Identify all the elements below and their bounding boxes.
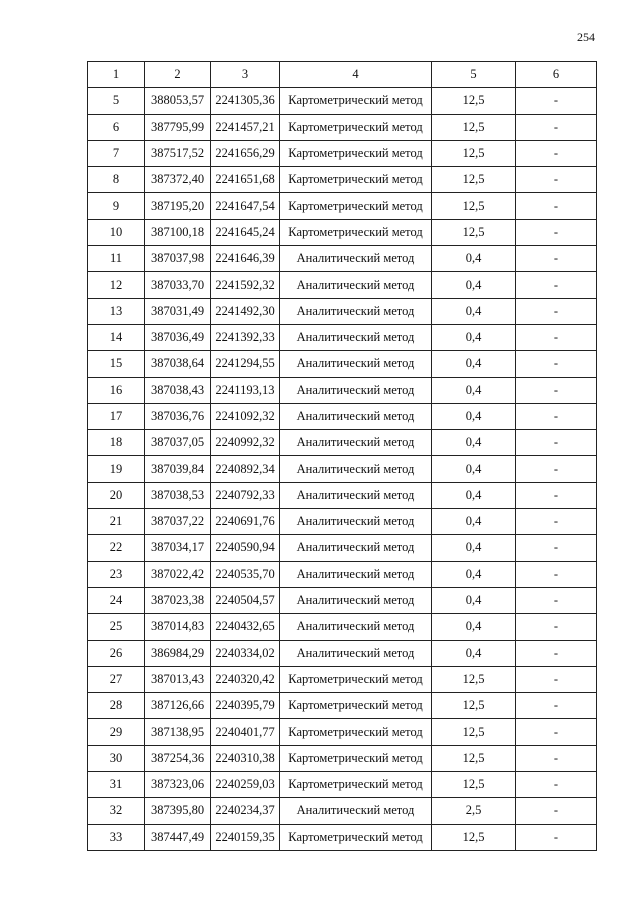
table-cell-col-2: 387795,99 <box>145 114 211 140</box>
table-cell-col-2: 386984,29 <box>145 640 211 666</box>
table-cell-col-4: Картометрический метод <box>280 693 432 719</box>
table-cell-col-5: 0,4 <box>432 298 516 324</box>
table-cell-col-1: 26 <box>88 640 145 666</box>
table-cell-col-6: - <box>516 219 597 245</box>
table-row <box>88 298 597 324</box>
table-cell-col-3: 2241457,21 <box>211 114 280 140</box>
table-row <box>88 114 597 140</box>
table-row <box>88 88 597 114</box>
table-cell-col-3: 2240234,37 <box>211 798 280 824</box>
table-cell-col-5: 0,4 <box>432 561 516 587</box>
table-cell-col-2: 387447,49 <box>145 824 211 850</box>
table-cell-col-4: Картометрический метод <box>280 824 432 850</box>
table-cell-col-3: 2240992,32 <box>211 430 280 456</box>
coordinates-table <box>87 61 597 851</box>
table-cell-col-5: 0,4 <box>432 456 516 482</box>
table-cell-col-2: 387036,49 <box>145 324 211 350</box>
table-cell-col-1: 22 <box>88 535 145 561</box>
table-cell-col-6: - <box>516 561 597 587</box>
table-cell-col-1: 7 <box>88 140 145 166</box>
page-number: 254 <box>577 30 595 44</box>
table-cell-col-1: 19 <box>88 456 145 482</box>
table-cell-col-2: 387036,76 <box>145 403 211 429</box>
table-cell-col-3: 2241645,24 <box>211 219 280 245</box>
table-cell-col-5: 0,4 <box>432 482 516 508</box>
table-cell-col-6: - <box>516 482 597 508</box>
table-cell-col-2: 388053,57 <box>145 88 211 114</box>
table-cell-col-4: Аналитический метод <box>280 403 432 429</box>
table-cell-col-3: 2240792,33 <box>211 482 280 508</box>
table-cell-col-1: 27 <box>88 666 145 692</box>
table-cell-col-5: 12,5 <box>432 719 516 745</box>
table-cell-col-1: 14 <box>88 324 145 350</box>
table-cell-col-2: 387126,66 <box>145 693 211 719</box>
header-cell-1: 1 <box>88 62 145 88</box>
table-cell-col-2: 387037,22 <box>145 509 211 535</box>
table-cell-col-4: Аналитический метод <box>280 324 432 350</box>
table-cell-col-2: 387022,42 <box>145 561 211 587</box>
table-cell-col-6: - <box>516 614 597 640</box>
table-cell-col-4: Аналитический метод <box>280 298 432 324</box>
table-cell-col-4: Аналитический метод <box>280 798 432 824</box>
table-cell-col-4: Аналитический метод <box>280 640 432 666</box>
table-cell-col-6: - <box>516 140 597 166</box>
table-cell-col-2: 387023,38 <box>145 587 211 613</box>
table-cell-col-5: 12,5 <box>432 114 516 140</box>
table-row <box>88 193 597 219</box>
table-cell-col-4: Аналитический метод <box>280 272 432 298</box>
table-cell-col-2: 387034,17 <box>145 535 211 561</box>
table-cell-col-1: 11 <box>88 246 145 272</box>
table-cell-col-1: 13 <box>88 298 145 324</box>
table-cell-col-2: 387013,43 <box>145 666 211 692</box>
table-cell-col-6: - <box>516 719 597 745</box>
table-cell-col-4: Картометрический метод <box>280 666 432 692</box>
table-row <box>88 456 597 482</box>
table-cell-col-6: - <box>516 587 597 613</box>
table-cell-col-5: 2,5 <box>432 798 516 824</box>
table-cell-col-1: 29 <box>88 719 145 745</box>
table-cell-col-6: - <box>516 745 597 771</box>
table-cell-col-6: - <box>516 772 597 798</box>
table-cell-col-3: 2240432,65 <box>211 614 280 640</box>
table-cell-col-6: - <box>516 298 597 324</box>
table-cell-col-1: 18 <box>88 430 145 456</box>
table-cell-col-3: 2240395,79 <box>211 693 280 719</box>
header-cell-4: 4 <box>280 62 432 88</box>
table-cell-col-2: 387195,20 <box>145 193 211 219</box>
table-row <box>88 430 597 456</box>
table-cell-col-2: 387372,40 <box>145 167 211 193</box>
table-cell-col-5: 12,5 <box>432 88 516 114</box>
table-row <box>88 324 597 350</box>
table-row <box>88 140 597 166</box>
table-cell-col-5: 0,4 <box>432 377 516 403</box>
table-cell-col-4: Картометрический метод <box>280 219 432 245</box>
header-cell-3: 3 <box>211 62 280 88</box>
table-cell-col-5: 0,4 <box>432 324 516 350</box>
table-cell-col-2: 387138,95 <box>145 719 211 745</box>
table-cell-col-3: 2241305,36 <box>211 88 280 114</box>
table-cell-col-5: 12,5 <box>432 824 516 850</box>
table-cell-col-3: 2241193,13 <box>211 377 280 403</box>
table-cell-col-1: 15 <box>88 351 145 377</box>
table-cell-col-5: 12,5 <box>432 745 516 771</box>
table-cell-col-6: - <box>516 693 597 719</box>
table-cell-col-1: 23 <box>88 561 145 587</box>
table-cell-col-3: 2241294,55 <box>211 351 280 377</box>
table-cell-col-1: 12 <box>88 272 145 298</box>
header-cell-2: 2 <box>145 62 211 88</box>
table-cell-col-6: - <box>516 666 597 692</box>
table-cell-col-3: 2241592,32 <box>211 272 280 298</box>
table-cell-col-6: - <box>516 167 597 193</box>
table-cell-col-4: Картометрический метод <box>280 772 432 798</box>
table-row <box>88 403 597 429</box>
table-cell-col-2: 387039,84 <box>145 456 211 482</box>
table-cell-col-2: 387031,49 <box>145 298 211 324</box>
table-cell-col-1: 30 <box>88 745 145 771</box>
table-cell-col-6: - <box>516 824 597 850</box>
header-row <box>88 62 597 88</box>
table-cell-col-3: 2240892,34 <box>211 456 280 482</box>
table-cell-col-4: Аналитический метод <box>280 377 432 403</box>
table-cell-col-2: 387038,64 <box>145 351 211 377</box>
table-cell-col-3: 2241647,54 <box>211 193 280 219</box>
table-cell-col-1: 24 <box>88 587 145 613</box>
table-cell-col-5: 12,5 <box>432 772 516 798</box>
table-row <box>88 587 597 613</box>
table-row <box>88 824 597 850</box>
table-cell-col-1: 17 <box>88 403 145 429</box>
table-cell-col-3: 2240334,02 <box>211 640 280 666</box>
table-cell-col-3: 2241646,39 <box>211 246 280 272</box>
table-cell-col-1: 33 <box>88 824 145 850</box>
table-cell-col-4: Картометрический метод <box>280 745 432 771</box>
table-cell-col-2: 387254,36 <box>145 745 211 771</box>
table-row <box>88 693 597 719</box>
table-cell-col-5: 12,5 <box>432 193 516 219</box>
table-cell-col-6: - <box>516 351 597 377</box>
table-cell-col-6: - <box>516 430 597 456</box>
table-cell-col-1: 25 <box>88 614 145 640</box>
table-cell-col-4: Аналитический метод <box>280 430 432 456</box>
table-cell-col-3: 2241651,68 <box>211 167 280 193</box>
table-cell-col-2: 387395,80 <box>145 798 211 824</box>
table-cell-col-5: 12,5 <box>432 219 516 245</box>
table-row <box>88 377 597 403</box>
table-body <box>88 88 597 851</box>
table-cell-col-5: 12,5 <box>432 693 516 719</box>
table-row <box>88 351 597 377</box>
table-cell-col-4: Картометрический метод <box>280 88 432 114</box>
table-cell-col-5: 0,4 <box>432 246 516 272</box>
table-cell-col-3: 2240310,38 <box>211 745 280 771</box>
table-row <box>88 666 597 692</box>
table-cell-col-5: 0,4 <box>432 509 516 535</box>
table-cell-col-4: Картометрический метод <box>280 167 432 193</box>
table-row <box>88 719 597 745</box>
header-cell-6: 6 <box>516 62 597 88</box>
table-cell-col-2: 387323,06 <box>145 772 211 798</box>
table-cell-col-5: 0,4 <box>432 535 516 561</box>
table-cell-col-1: 8 <box>88 167 145 193</box>
table-cell-col-5: 0,4 <box>432 403 516 429</box>
table-cell-col-4: Аналитический метод <box>280 614 432 640</box>
table-header <box>88 62 597 88</box>
table-cell-col-1: 21 <box>88 509 145 535</box>
table-cell-col-6: - <box>516 324 597 350</box>
table-cell-col-3: 2241492,30 <box>211 298 280 324</box>
table-cell-col-3: 2240401,77 <box>211 719 280 745</box>
table-cell-col-2: 387014,83 <box>145 614 211 640</box>
table-cell-col-3: 2240691,76 <box>211 509 280 535</box>
table-cell-col-6: - <box>516 377 597 403</box>
table-cell-col-6: - <box>516 535 597 561</box>
table-cell-col-2: 387100,18 <box>145 219 211 245</box>
table-cell-col-6: - <box>516 246 597 272</box>
table-cell-col-4: Картометрический метод <box>280 719 432 745</box>
table-cell-col-5: 0,4 <box>432 351 516 377</box>
table-cell-col-4: Аналитический метод <box>280 535 432 561</box>
table-cell-col-6: - <box>516 798 597 824</box>
table-row <box>88 272 597 298</box>
table-cell-col-3: 2240320,42 <box>211 666 280 692</box>
table-cell-col-4: Аналитический метод <box>280 246 432 272</box>
table-row <box>88 535 597 561</box>
table-cell-col-1: 20 <box>88 482 145 508</box>
table-cell-col-4: Картометрический метод <box>280 193 432 219</box>
table-cell-col-4: Картометрический метод <box>280 140 432 166</box>
table-cell-col-6: - <box>516 88 597 114</box>
table-cell-col-6: - <box>516 509 597 535</box>
table-cell-col-1: 32 <box>88 798 145 824</box>
table-cell-col-5: 12,5 <box>432 167 516 193</box>
table-row <box>88 798 597 824</box>
table-row <box>88 509 597 535</box>
table-row <box>88 167 597 193</box>
table-cell-col-4: Аналитический метод <box>280 482 432 508</box>
table-cell-col-1: 9 <box>88 193 145 219</box>
table-cell-col-1: 16 <box>88 377 145 403</box>
table-cell-col-4: Аналитический метод <box>280 561 432 587</box>
table-cell-col-5: 0,4 <box>432 640 516 666</box>
table-cell-col-2: 387033,70 <box>145 272 211 298</box>
table-row <box>88 219 597 245</box>
table-cell-col-5: 0,4 <box>432 272 516 298</box>
table-cell-col-3: 2240535,70 <box>211 561 280 587</box>
table-cell-col-5: 12,5 <box>432 140 516 166</box>
table-cell-col-3: 2240590,94 <box>211 535 280 561</box>
table-cell-col-3: 2241392,33 <box>211 324 280 350</box>
table-cell-col-1: 10 <box>88 219 145 245</box>
table-cell-col-1: 5 <box>88 88 145 114</box>
table-cell-col-3: 2240504,57 <box>211 587 280 613</box>
table-row <box>88 561 597 587</box>
table-row <box>88 640 597 666</box>
table-cell-col-1: 28 <box>88 693 145 719</box>
table-cell-col-3: 2241656,29 <box>211 140 280 166</box>
table-row <box>88 745 597 771</box>
table-cell-col-2: 387517,52 <box>145 140 211 166</box>
table-cell-col-2: 387037,98 <box>145 246 211 272</box>
table-cell-col-5: 0,4 <box>432 430 516 456</box>
table-cell-col-6: - <box>516 272 597 298</box>
table-cell-col-6: - <box>516 403 597 429</box>
table-row <box>88 614 597 640</box>
table-cell-col-6: - <box>516 640 597 666</box>
table-cell-col-4: Аналитический метод <box>280 509 432 535</box>
table-cell-col-5: 12,5 <box>432 666 516 692</box>
table-cell-col-5: 0,4 <box>432 587 516 613</box>
table-cell-col-5: 0,4 <box>432 614 516 640</box>
table-cell-col-2: 387038,43 <box>145 377 211 403</box>
table-cell-col-6: - <box>516 456 597 482</box>
table-cell-col-3: 2240159,35 <box>211 824 280 850</box>
table-cell-col-4: Аналитический метод <box>280 351 432 377</box>
table-cell-col-4: Аналитический метод <box>280 456 432 482</box>
table-row <box>88 482 597 508</box>
table-cell-col-2: 387037,05 <box>145 430 211 456</box>
table-cell-col-4: Картометрический метод <box>280 114 432 140</box>
table-row <box>88 246 597 272</box>
table-cell-col-3: 2240259,03 <box>211 772 280 798</box>
table-cell-col-6: - <box>516 114 597 140</box>
table-cell-col-2: 387038,53 <box>145 482 211 508</box>
table-cell-col-6: - <box>516 193 597 219</box>
table-row <box>88 772 597 798</box>
table-cell-col-1: 31 <box>88 772 145 798</box>
table-cell-col-3: 2241092,32 <box>211 403 280 429</box>
header-cell-5: 5 <box>432 62 516 88</box>
table-cell-col-4: Аналитический метод <box>280 587 432 613</box>
table-cell-col-1: 6 <box>88 114 145 140</box>
